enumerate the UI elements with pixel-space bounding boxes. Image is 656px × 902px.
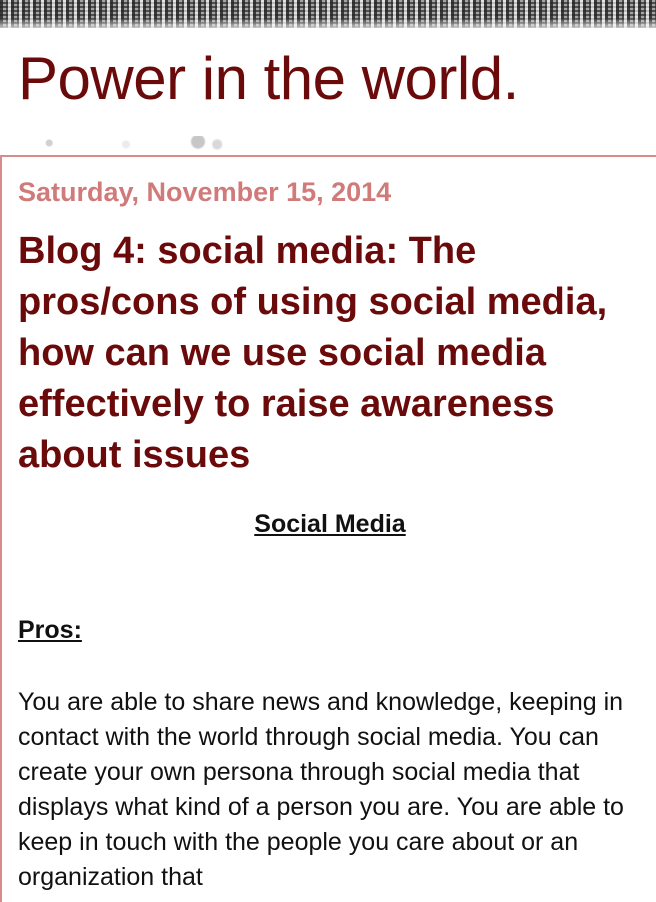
post-body-text: You are able to share news and knowledge, keeping in contact with the world through social media. You can create your own persona through social media that displays what kind of a person you are. You are able to keep in touch with the people you care about or an organization that: [18, 688, 624, 891]
section-heading: Social Media: [254, 510, 406, 538]
header-scratch-decoration: [30, 136, 270, 150]
post-title[interactable]: Blog 4: social media: The pros/cons of using social media, how can we use social media effectively to raise awareness about issues: [18, 230, 608, 476]
header-texture-fade: [0, 18, 656, 32]
blog-title[interactable]: Power in the world.: [18, 45, 519, 112]
pros-heading: Pros:: [18, 616, 82, 644]
post-date: Saturday, November 15, 2014: [18, 177, 392, 207]
